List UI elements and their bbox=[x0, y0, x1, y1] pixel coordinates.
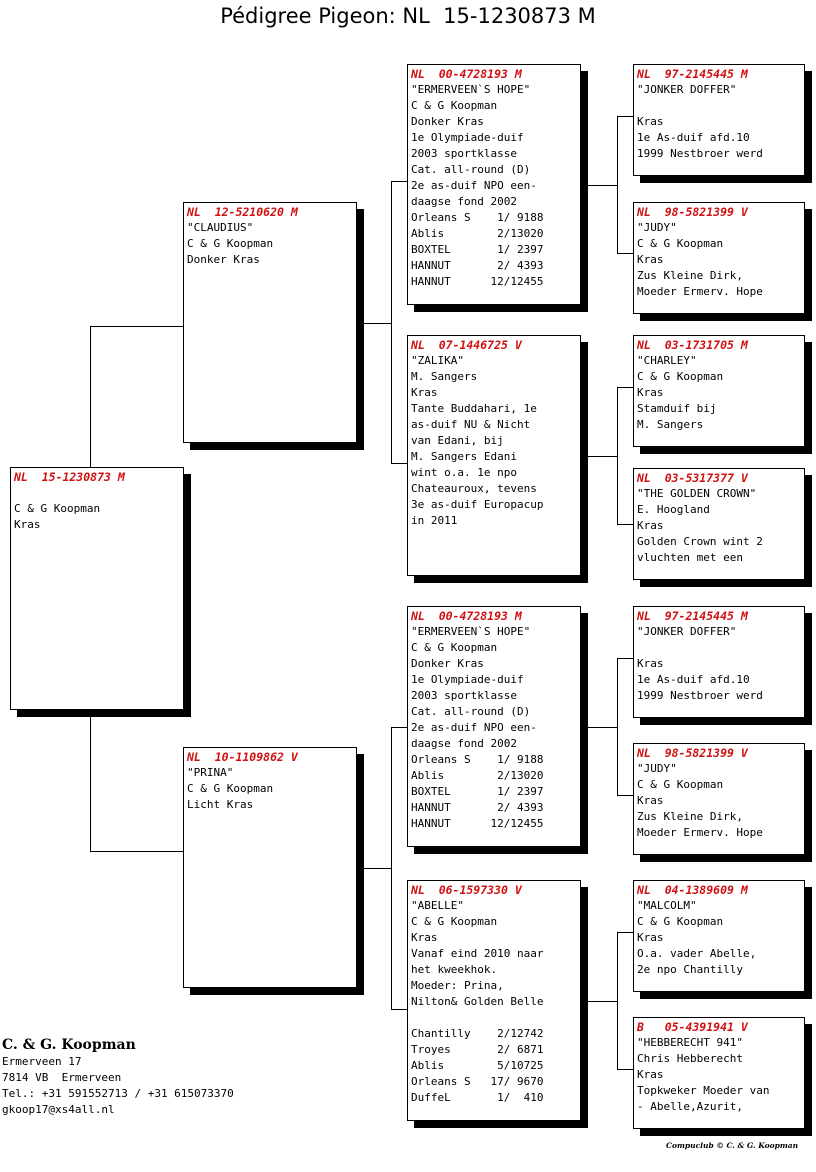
ring-number: NL 97-2145445 M bbox=[637, 67, 748, 81]
pigeon-name: "PRINA" bbox=[187, 766, 234, 779]
pigeon-name: "ZALIKA" bbox=[411, 354, 464, 367]
pigeon-info-line bbox=[14, 485, 180, 501]
pigeon-info-line: Donker Kras bbox=[411, 115, 484, 128]
connector-line bbox=[357, 323, 391, 324]
pigeon-info-line: Vanaf eind 2010 naar bbox=[411, 947, 544, 960]
pigeon-info-line: Zus Kleine Dirk, bbox=[637, 810, 743, 823]
pigeon-info-line: Donker Kras bbox=[411, 657, 484, 670]
pigeon-name: "CLAUDIUS" bbox=[187, 221, 254, 234]
pigeon-name: "JONKER DOFFER" bbox=[637, 83, 737, 96]
pigeon-box-sire-dam bbox=[407, 335, 581, 576]
pigeon-info-line: in 2011 bbox=[411, 514, 458, 527]
ring-number: NL 12-5210620 M bbox=[187, 205, 298, 219]
pigeon-info-line: Kras bbox=[637, 931, 664, 944]
pigeon-info-line: C & G Koopman bbox=[187, 237, 274, 250]
pigeon-info-line: M. Sangers Edani bbox=[411, 450, 517, 463]
pigeon-info-line: DuffeL 1/ 410 bbox=[411, 1091, 544, 1104]
pigeon-info-line: wint o.a. 1e npo bbox=[411, 466, 517, 479]
pigeon-info-line bbox=[411, 1010, 577, 1026]
pigeon-info-line: Kras bbox=[637, 519, 664, 532]
pigeon-info-line: Tante Buddahari, 1e bbox=[411, 402, 537, 415]
breeder-address-line: 7814 VB Ermerveen bbox=[2, 1071, 122, 1084]
pigeon-name: "ERMERVEEN`S HOPE" bbox=[411, 83, 531, 96]
connector-line bbox=[581, 1001, 617, 1002]
pigeon-name: "HEBBERECHT 941" bbox=[637, 1036, 743, 1049]
pigeon-info-line bbox=[637, 98, 801, 114]
connector-line bbox=[617, 1069, 633, 1070]
connector-line bbox=[90, 326, 91, 467]
pigeon-box-sire-sire-dam bbox=[633, 202, 805, 314]
pigeon-box-sire-sire bbox=[407, 64, 581, 305]
pigeon-info-line: Cat. all-round (D) bbox=[411, 705, 531, 718]
ring-number: NL 15-1230873 M bbox=[14, 470, 125, 484]
pigeon-info-line bbox=[637, 640, 801, 656]
pigeon-name: "MALCOLM" bbox=[637, 899, 697, 912]
pigeon-box-subject bbox=[10, 467, 184, 710]
connector-line bbox=[617, 658, 618, 795]
pigeon-info-line: Orleans S 1/ 9188 bbox=[411, 753, 544, 766]
connector-line bbox=[391, 181, 392, 463]
ring-number: NL 00-4728193 M bbox=[411, 67, 522, 81]
page-title: Pédigree Pigeon: NL 15-1230873 M bbox=[220, 4, 596, 28]
pigeon-info-line: Zus Kleine Dirk, bbox=[637, 269, 743, 282]
connector-line bbox=[90, 326, 183, 327]
pigeon-box-dam-dam-sire bbox=[633, 880, 805, 992]
ring-number: NL 98-5821399 V bbox=[637, 746, 748, 760]
connector-line bbox=[617, 524, 633, 525]
connector-line bbox=[581, 185, 617, 186]
pigeon-info-line: BOXTEL 1/ 2397 bbox=[411, 243, 544, 256]
breeder-name: C. & G. Koopman bbox=[2, 1037, 136, 1053]
connector-line bbox=[90, 851, 183, 852]
pigeon-info-line: C & G Koopman bbox=[187, 782, 274, 795]
connector-line bbox=[391, 1009, 407, 1010]
pigeon-info-line: C & G Koopman bbox=[637, 237, 724, 250]
pigeon-box-sire bbox=[183, 202, 357, 443]
breeder-address-line: Ermerveen 17 bbox=[2, 1055, 82, 1068]
pigeon-info-line: M. Sangers bbox=[411, 370, 478, 383]
connector-line bbox=[617, 795, 633, 796]
pigeon-info-line: C & G Koopman bbox=[637, 915, 724, 928]
connector-line bbox=[391, 181, 407, 182]
pigeon-info-line: Donker Kras bbox=[187, 253, 260, 266]
pigeon-info-line: as-duif NU & Nicht bbox=[411, 418, 531, 431]
ring-number: NL 10-1109862 V bbox=[187, 750, 298, 764]
pigeon-info-line: HANNUT 12/12455 bbox=[411, 275, 544, 288]
pigeon-info-line: 1999 Nestbroer werd bbox=[637, 147, 763, 160]
pigeon-info-line: 1e As-duif afd.10 bbox=[637, 131, 750, 144]
connector-line bbox=[581, 456, 617, 457]
pigeon-info-line: O.a. vader Abelle, bbox=[637, 947, 757, 960]
pigeon-info-line: 2003 sportklasse bbox=[411, 147, 517, 160]
pigeon-box-dam-dam bbox=[407, 880, 581, 1121]
pigeon-info-line: 1e Olympiade-duif bbox=[411, 131, 524, 144]
pigeon-info-line: Kras bbox=[14, 518, 41, 531]
pigeon-box-dam-sire-sire bbox=[633, 606, 805, 718]
pigeon-info-line: Kras bbox=[637, 794, 664, 807]
pigeon-info-line: Chateauroux, tevens bbox=[411, 482, 537, 495]
pigeon-name: "THE GOLDEN CROWN" bbox=[637, 487, 757, 500]
connector-line bbox=[617, 253, 633, 254]
connector-line bbox=[391, 727, 407, 728]
connector-line bbox=[617, 932, 633, 933]
pigeon-info-line: BOXTEL 1/ 2397 bbox=[411, 785, 544, 798]
pigeon-info-line: 2e as-duif NPO een- bbox=[411, 179, 537, 192]
pigeon-info-line: E. Hoogland bbox=[637, 503, 710, 516]
pigeon-info-line: Kras bbox=[411, 931, 438, 944]
pigeon-info-line: C & G Koopman bbox=[637, 370, 724, 383]
pigeon-info-line: Moeder Ermerv. Hope bbox=[637, 826, 763, 839]
pigeon-info-line: 2e as-duif NPO een- bbox=[411, 721, 537, 734]
pigeon-info-line: Licht Kras bbox=[187, 798, 254, 811]
pigeon-info-line: Kras bbox=[637, 115, 664, 128]
connector-line bbox=[581, 727, 617, 728]
connector-line bbox=[357, 868, 391, 869]
ring-number: NL 03-5317377 V bbox=[637, 471, 748, 485]
connector-line bbox=[617, 116, 618, 253]
pigeon-info-line: Chris Hebberecht bbox=[637, 1052, 743, 1065]
pigeon-info-line: C & G Koopman bbox=[14, 502, 101, 515]
ring-number: NL 98-5821399 V bbox=[637, 205, 748, 219]
connector-line bbox=[617, 932, 618, 1069]
pigeon-info-line: Ablis 2/13020 bbox=[411, 769, 544, 782]
pigeon-info-line: Topkweker Moeder van bbox=[637, 1084, 770, 1097]
connector-line bbox=[617, 387, 633, 388]
pigeon-info-line: vluchten met een bbox=[637, 551, 743, 564]
pigeon-name: "ERMERVEEN`S HOPE" bbox=[411, 625, 531, 638]
pigeon-box-dam-dam-dam bbox=[633, 1017, 805, 1129]
pigeon-info-line: Kras bbox=[637, 1068, 664, 1081]
connector-line bbox=[617, 658, 633, 659]
breeder-phone: Tel.: +31 591552713 / +31 615073370 bbox=[2, 1087, 234, 1100]
ring-number: B 05-4391941 V bbox=[637, 1020, 748, 1034]
pigeon-info-line: Nilton& Golden Belle bbox=[411, 995, 544, 1008]
pigeon-info-line: C & G Koopman bbox=[411, 641, 498, 654]
pigeon-box-dam bbox=[183, 747, 357, 988]
pigeon-info-line: 1999 Nestbroer werd bbox=[637, 689, 763, 702]
pigeon-info-line: Kras bbox=[411, 386, 438, 399]
pigeon-info-line: HANNUT 2/ 4393 bbox=[411, 801, 544, 814]
pigeon-info-line: Ablis 2/13020 bbox=[411, 227, 544, 240]
breeder-email: gkoop17@xs4all.nl bbox=[2, 1103, 115, 1116]
pigeon-info-line: Troyes 2/ 6871 bbox=[411, 1043, 544, 1056]
pigeon-info-line: van Edani, bij bbox=[411, 434, 504, 447]
pigeon-info-line: Kras bbox=[637, 386, 664, 399]
ring-number: NL 04-1389609 M bbox=[637, 883, 748, 897]
pigeon-box-sire-dam-sire bbox=[633, 335, 805, 447]
credit-text: Compuclub © C. & G. Koopman bbox=[666, 1141, 799, 1150]
pigeon-info-line: Stamduif bij bbox=[637, 402, 717, 415]
pigeon-name: "JUDY" bbox=[637, 762, 677, 775]
connector-line bbox=[391, 463, 407, 464]
connector-line bbox=[90, 710, 91, 851]
pigeon-info-line: 3e as-duif Europacup bbox=[411, 498, 544, 511]
pigeon-info-line: Moeder: Prina, bbox=[411, 979, 504, 992]
pigeon-info-line: HANNUT 2/ 4393 bbox=[411, 259, 544, 272]
pigeon-info-line: Cat. all-round (D) bbox=[411, 163, 531, 176]
pigeon-info-line: Moeder Ermerv. Hope bbox=[637, 285, 763, 298]
ring-number: NL 06-1597330 V bbox=[411, 883, 522, 897]
pigeon-info-line: 1e As-duif afd.10 bbox=[637, 673, 750, 686]
connector-line bbox=[391, 727, 392, 1009]
pigeon-box-dam-sire-dam bbox=[633, 743, 805, 855]
pigeon-name: "JUDY" bbox=[637, 221, 677, 234]
breeder-info bbox=[2, 1036, 234, 1118]
pigeon-info-line: 2003 sportklasse bbox=[411, 689, 517, 702]
pigeon-name: "ABELLE" bbox=[411, 899, 464, 912]
pigeon-info-line: het kweekhok. bbox=[411, 963, 498, 976]
pigeon-info-line: M. Sangers bbox=[637, 418, 704, 431]
pigeon-info-line: Orleans S 17/ 9670 bbox=[411, 1075, 544, 1088]
pigeon-info-line: Kras bbox=[637, 657, 664, 670]
connector-line bbox=[617, 116, 633, 117]
pigeon-info-line: daagse fond 2002 bbox=[411, 737, 517, 750]
connector-line bbox=[617, 387, 618, 524]
pigeon-info-line: Chantilly 2/12742 bbox=[411, 1027, 544, 1040]
pigeon-info-line: C & G Koopman bbox=[411, 99, 498, 112]
ring-number: NL 03-1731705 M bbox=[637, 338, 748, 352]
pigeon-info-line: 2e npo Chantilly bbox=[637, 963, 743, 976]
pigeon-info-line: - Abelle,Azurit, bbox=[637, 1100, 743, 1113]
pigeon-info-line: 1e Olympiade-duif bbox=[411, 673, 524, 686]
pigeon-info-line: C & G Koopman bbox=[637, 778, 724, 791]
pigeon-info-line: C & G Koopman bbox=[411, 915, 498, 928]
ring-number: NL 97-2145445 M bbox=[637, 609, 748, 623]
pigeon-info-line: daagse fond 2002 bbox=[411, 195, 517, 208]
pigeon-info-line: Kras bbox=[637, 253, 664, 266]
pigeon-box-sire-sire-sire bbox=[633, 64, 805, 176]
pigeon-box-dam-sire bbox=[407, 606, 581, 847]
pigeon-name: "CHARLEY" bbox=[637, 354, 697, 367]
pigeon-info-line: Orleans S 1/ 9188 bbox=[411, 211, 544, 224]
ring-number: NL 07-1446725 V bbox=[411, 338, 522, 352]
ring-number: NL 00-4728193 M bbox=[411, 609, 522, 623]
pigeon-info-line: HANNUT 12/12455 bbox=[411, 817, 544, 830]
pigeon-name: "JONKER DOFFER" bbox=[637, 625, 737, 638]
pigeon-info-line: Ablis 5/10725 bbox=[411, 1059, 544, 1072]
pigeon-info-line: Golden Crown wint 2 bbox=[637, 535, 763, 548]
pigeon-box-sire-dam-dam bbox=[633, 468, 805, 580]
